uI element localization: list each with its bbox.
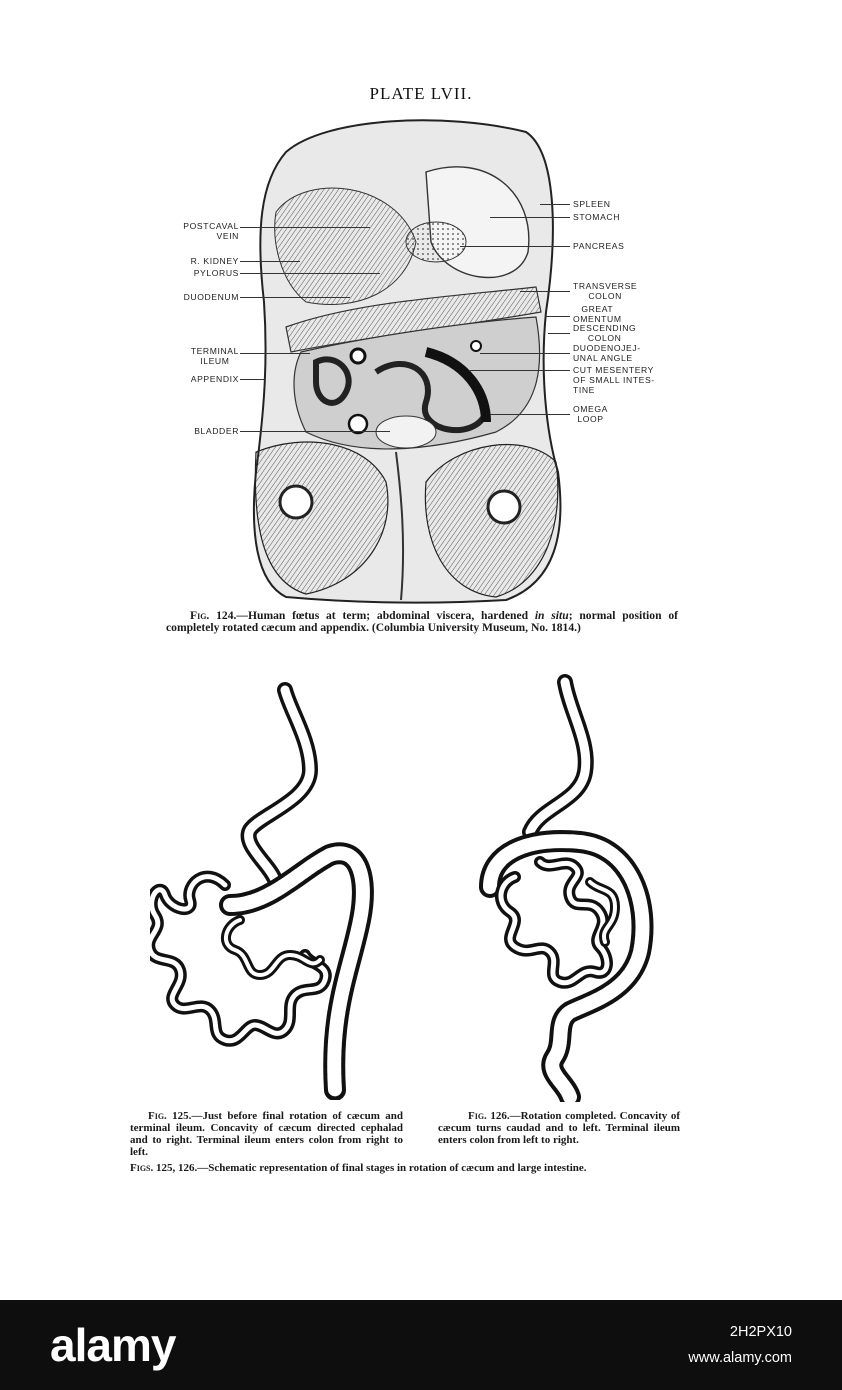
leader-great-omentum	[545, 316, 570, 317]
label-cut-mesentery: CUT MESENTERY OF SMALL INTES- TINE	[573, 365, 655, 396]
figure-124-illustration	[246, 112, 566, 604]
label-great-omentum: GREAT OMENTUM	[573, 304, 622, 325]
leader-pylorus	[240, 273, 380, 274]
label-duodenojejunal-angle: DUODENOJEJ- UNAL ANGLE	[573, 343, 641, 364]
leader-postcaval	[240, 227, 370, 228]
plate-title: PLATE LVII.	[369, 84, 473, 103]
leader-terminal-ileum	[240, 353, 310, 354]
leader-duodenum	[240, 297, 350, 298]
label-stomach: STOMACH	[573, 212, 621, 222]
label-bladder: BLADDER	[194, 426, 239, 436]
leader-appendix	[240, 379, 265, 380]
label-transverse-colon: TRANSVERSE COLON	[573, 281, 638, 302]
figure-124-number: Fig. 124.	[190, 609, 237, 622]
leader-kidney	[240, 261, 300, 262]
figure-124-caption: Fig. 124.—Human fœtus at term; abdominal viscera, hardened in situ; normal position of completely rotated cæcum and appendix. (Columbia University Museum, No. 1814.)	[166, 609, 678, 635]
label-omega-loop: OMEGA LOOP	[573, 404, 608, 425]
label-postcaval-vein: POSTCAVAL VEIN	[183, 221, 239, 242]
figure-126-diagram	[470, 672, 670, 1102]
leader-spleen	[540, 204, 570, 205]
alamy-logo: alamy	[50, 1319, 176, 1371]
figures-125-126-number: Figs. 125, 126.	[130, 1162, 198, 1174]
site-url: www.alamy.com	[688, 1350, 792, 1366]
label-pancreas: PANCREAS	[573, 241, 625, 251]
leader-pancreas	[460, 246, 570, 247]
leader-descending-colon	[548, 333, 570, 334]
figures-125-126-caption: Figs. 125, 126.—Schematic representation of final stages in rotation of cæcum and large intestine.	[130, 1162, 587, 1174]
label-descending-colon: DESCENDING COLON	[573, 323, 637, 344]
label-r-kidney: R. KIDNEY	[190, 256, 239, 266]
figure-125-caption: Fig. 125.—Just before final rotation of cæcum and terminal ileum. Concavity of cæcum directed cephalad and to right. Terminal ileum enters colon from right to left.	[130, 1110, 403, 1158]
figure-125-diagram	[150, 680, 380, 1100]
leader-cut-mesentery	[470, 370, 570, 371]
leader-duodenojejunal	[480, 353, 570, 354]
figure-125-number: Fig. 125.	[148, 1110, 192, 1122]
label-pylorus: PYLORUS	[193, 268, 239, 278]
leader-bladder	[240, 431, 390, 432]
leader-transverse-colon	[520, 291, 570, 292]
label-terminal-ileum: TERMINAL ILEUM	[190, 346, 239, 367]
image-id: 2H2PX10	[729, 1324, 792, 1340]
label-duodenum: DUODENUM	[183, 292, 239, 302]
leader-omega-loop	[490, 414, 570, 415]
figure-126-number: Fig. 126.	[468, 1110, 510, 1122]
figure-126-caption: Fig. 126.—Rotation completed. Concavity of cæcum turns caudad and to left. Terminal ileum enters colon from left to right.	[438, 1110, 680, 1146]
label-appendix: APPENDIX	[190, 374, 239, 384]
leader-stomach	[490, 217, 570, 218]
label-spleen: SPLEEN	[573, 199, 611, 209]
